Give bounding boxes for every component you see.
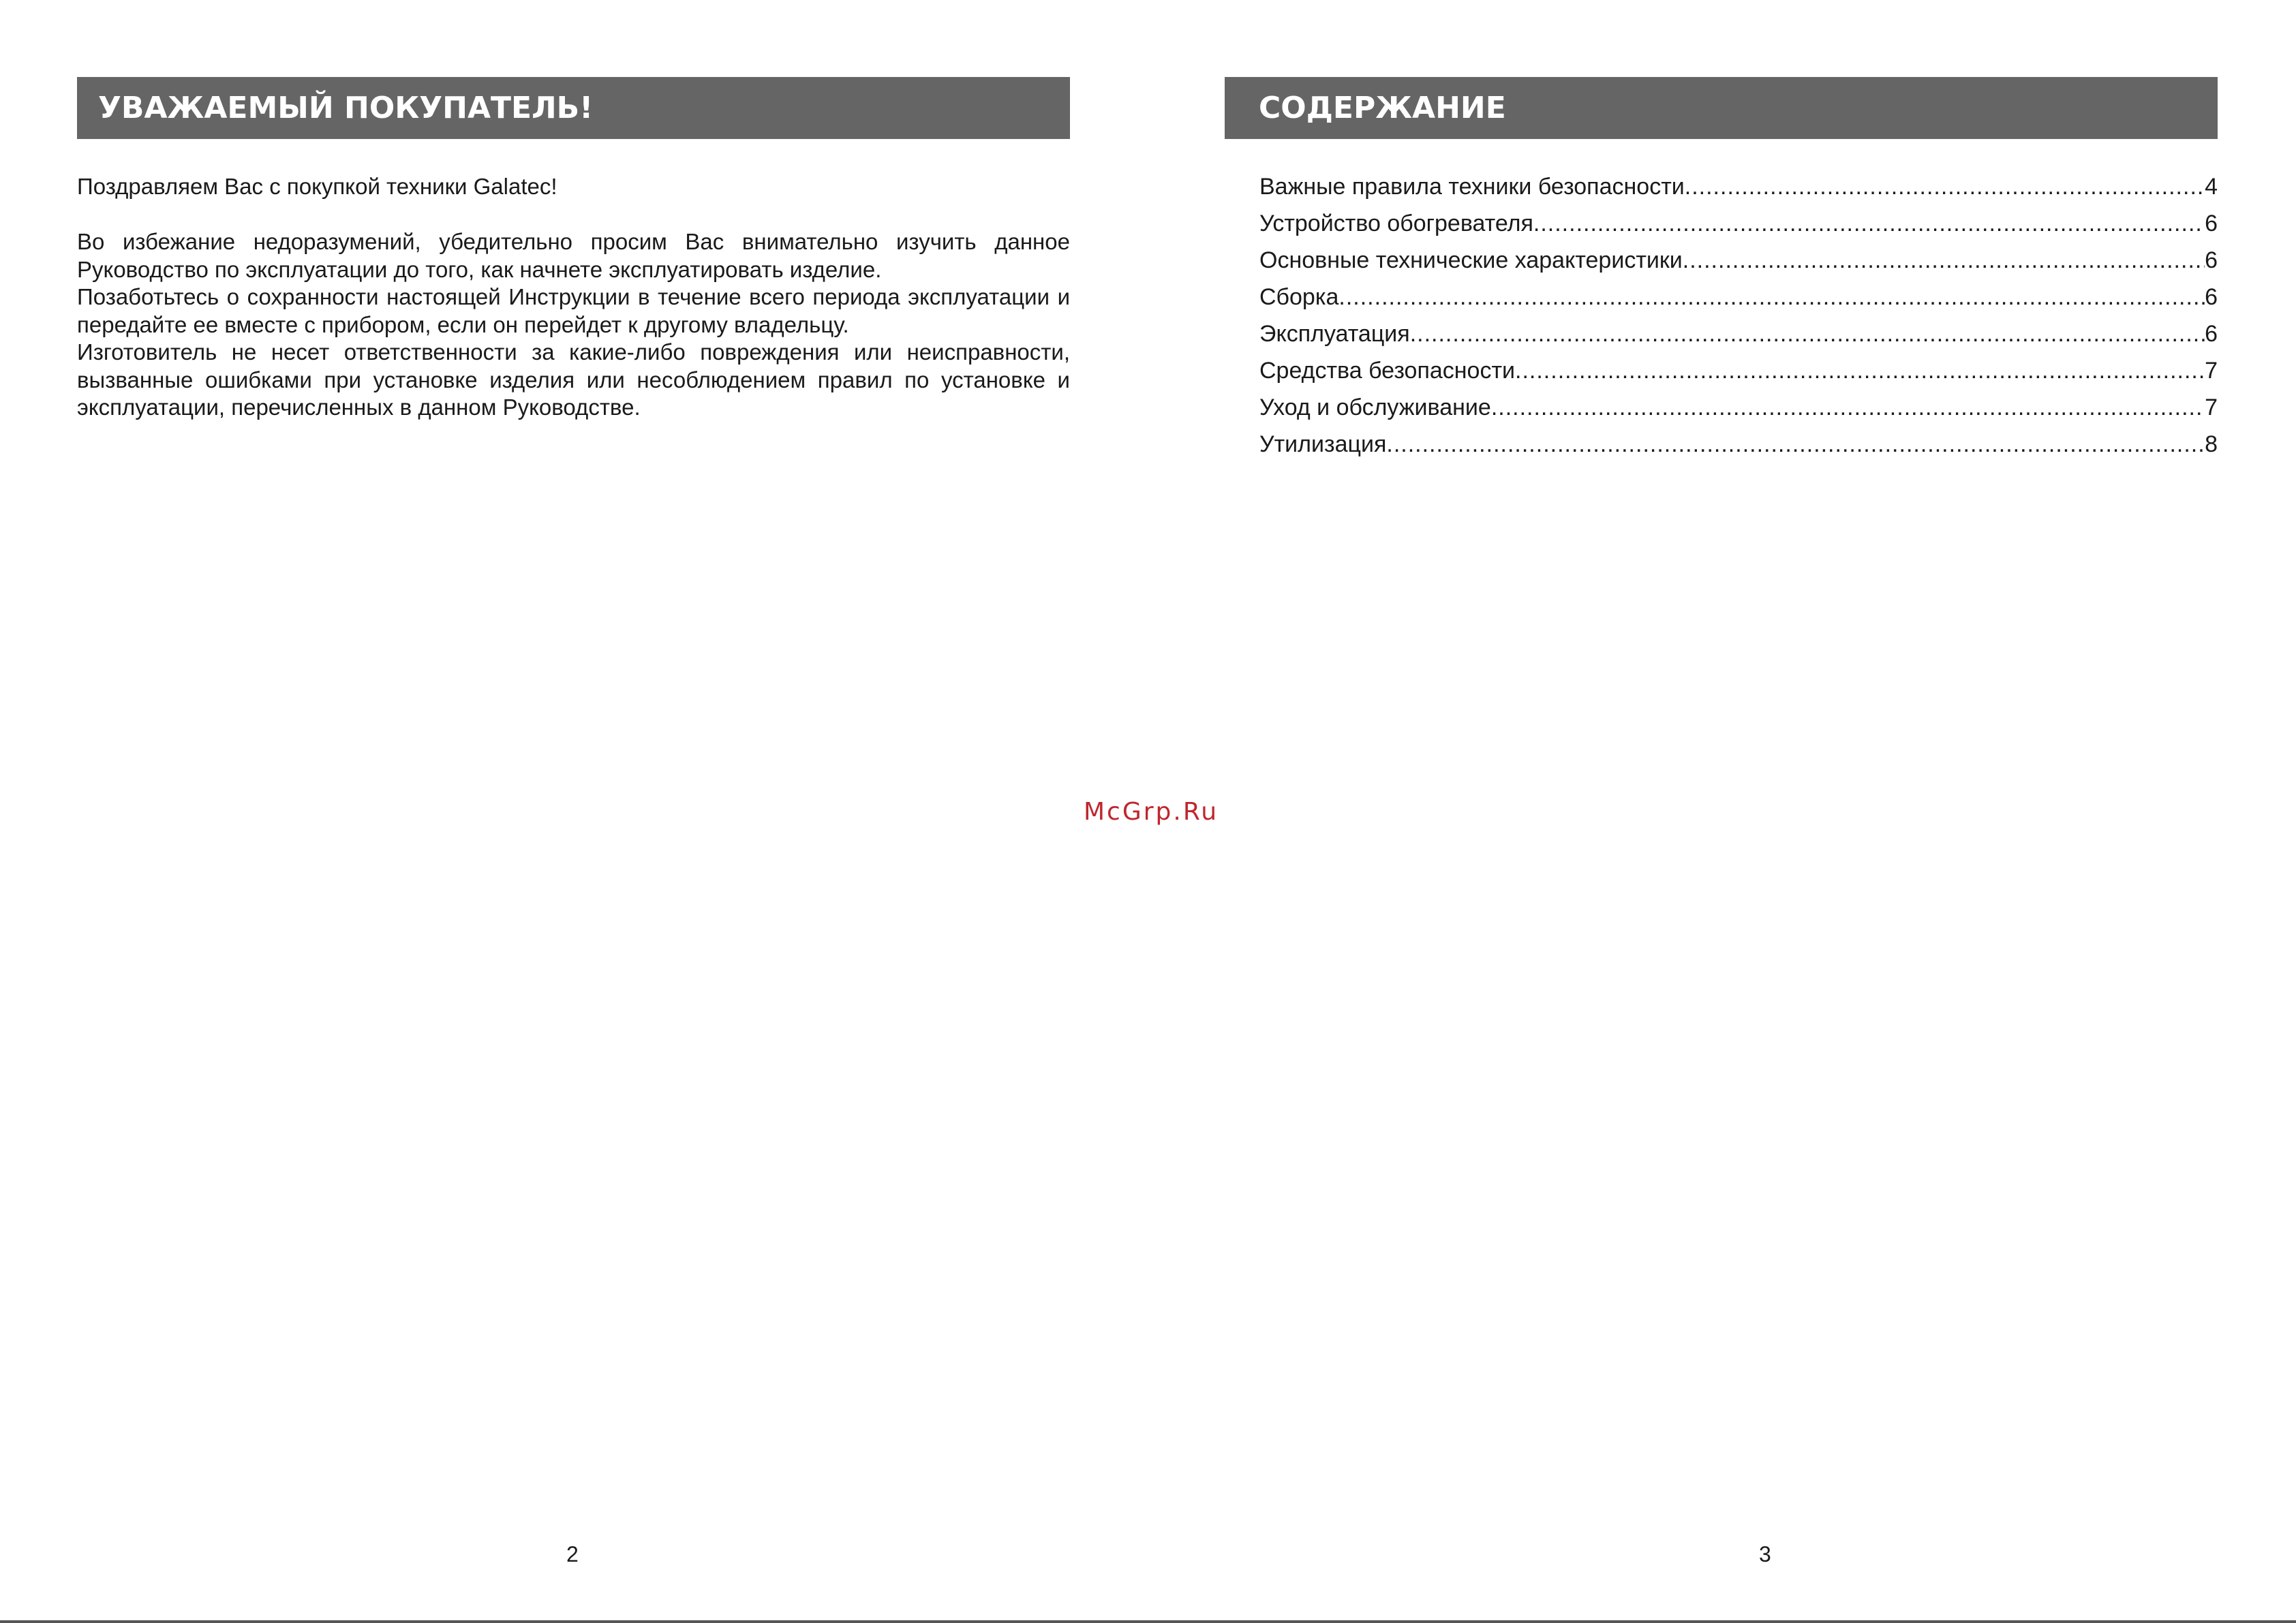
toc-title: Основные технические характеристики — [1259, 247, 1683, 273]
toc-title: Утилизация — [1259, 431, 1387, 457]
greeting-text: Поздравляем Вас с покупкой техники Galatec! — [77, 174, 557, 199]
toc-title: Сборка — [1259, 284, 1339, 310]
paragraph-read-manual: Во избежание недоразумений, убедительно просим Вас внимательно изучить данное Руководство по эксплуатации до того, как начнете эксплуатировать изделие. — [77, 229, 1070, 282]
toc-leader-dots — [1491, 392, 2205, 422]
toc-title: Средства безопасности — [1259, 358, 1516, 384]
toc-page-number: 7 — [2205, 358, 2218, 384]
toc-leader-dots — [1515, 356, 2205, 386]
toc-title: Уход и обслуживание — [1259, 395, 1491, 420]
toc-title: Важные правила техники безопасности — [1259, 174, 1685, 200]
toc-item-safety-rules[interactable] — [1259, 172, 2218, 208]
toc-title: Устройство обогревателя — [1259, 211, 1533, 236]
toc-leader-dots — [1338, 282, 2205, 312]
toc-leader-dots — [1683, 245, 2205, 275]
watermark-text: McGrp.Ru — [1084, 798, 1219, 826]
bottom-divider — [0, 1620, 2296, 1623]
toc-leader-dots — [1685, 172, 2205, 202]
toc-leader-dots — [1386, 429, 2205, 459]
table-of-contents — [1259, 172, 2218, 466]
toc-item-disposal[interactable] — [1259, 429, 2218, 466]
toc-item-assembly[interactable] — [1259, 282, 2218, 319]
toc-page-number: 7 — [2205, 395, 2218, 420]
toc-item-maintenance[interactable] — [1259, 392, 2218, 429]
toc-title: Эксплуатация — [1259, 321, 1410, 347]
instructions-body — [77, 228, 1070, 422]
page-number-right: 3 — [1759, 1542, 1771, 1566]
toc-item-heater-design[interactable] — [1259, 208, 2218, 245]
dear-customer-header: УВАЖАЕМЫЙ ПОКУПАТЕЛЬ! — [77, 77, 1070, 139]
toc-leader-dots — [1410, 319, 2205, 349]
toc-page-number: 6 — [2205, 321, 2218, 347]
paragraph-keep-manual: Позаботьтесь о сохранности настоящей Инструкции в течение всего периода эксплуатации и передайте ее вместе с прибором, если он перейдет к другому владельцу. — [77, 284, 1070, 337]
toc-item-specifications[interactable] — [1259, 245, 2218, 282]
toc-page-number: 6 — [2205, 247, 2218, 273]
page-number-left: 2 — [566, 1542, 579, 1566]
toc-page-number: 6 — [2205, 211, 2218, 236]
paragraph-liability: Изготовитель не несет ответственности за какие-либо повреждения или неисправности, вызванные ошибками при установке изделия или несоблюдением правил по установке и эксплуатации, перечисленных в данном Руководстве. — [77, 339, 1070, 420]
toc-page-number: 4 — [2205, 174, 2218, 200]
toc-leader-dots — [1533, 208, 2205, 238]
toc-page-number: 6 — [2205, 284, 2218, 310]
right-page — [1148, 0, 2296, 1623]
contents-header: СОДЕРЖАНИЕ — [1225, 77, 2218, 139]
toc-item-operation[interactable] — [1259, 319, 2218, 356]
toc-item-safety-features[interactable] — [1259, 356, 2218, 392]
toc-page-number: 8 — [2205, 431, 2218, 457]
